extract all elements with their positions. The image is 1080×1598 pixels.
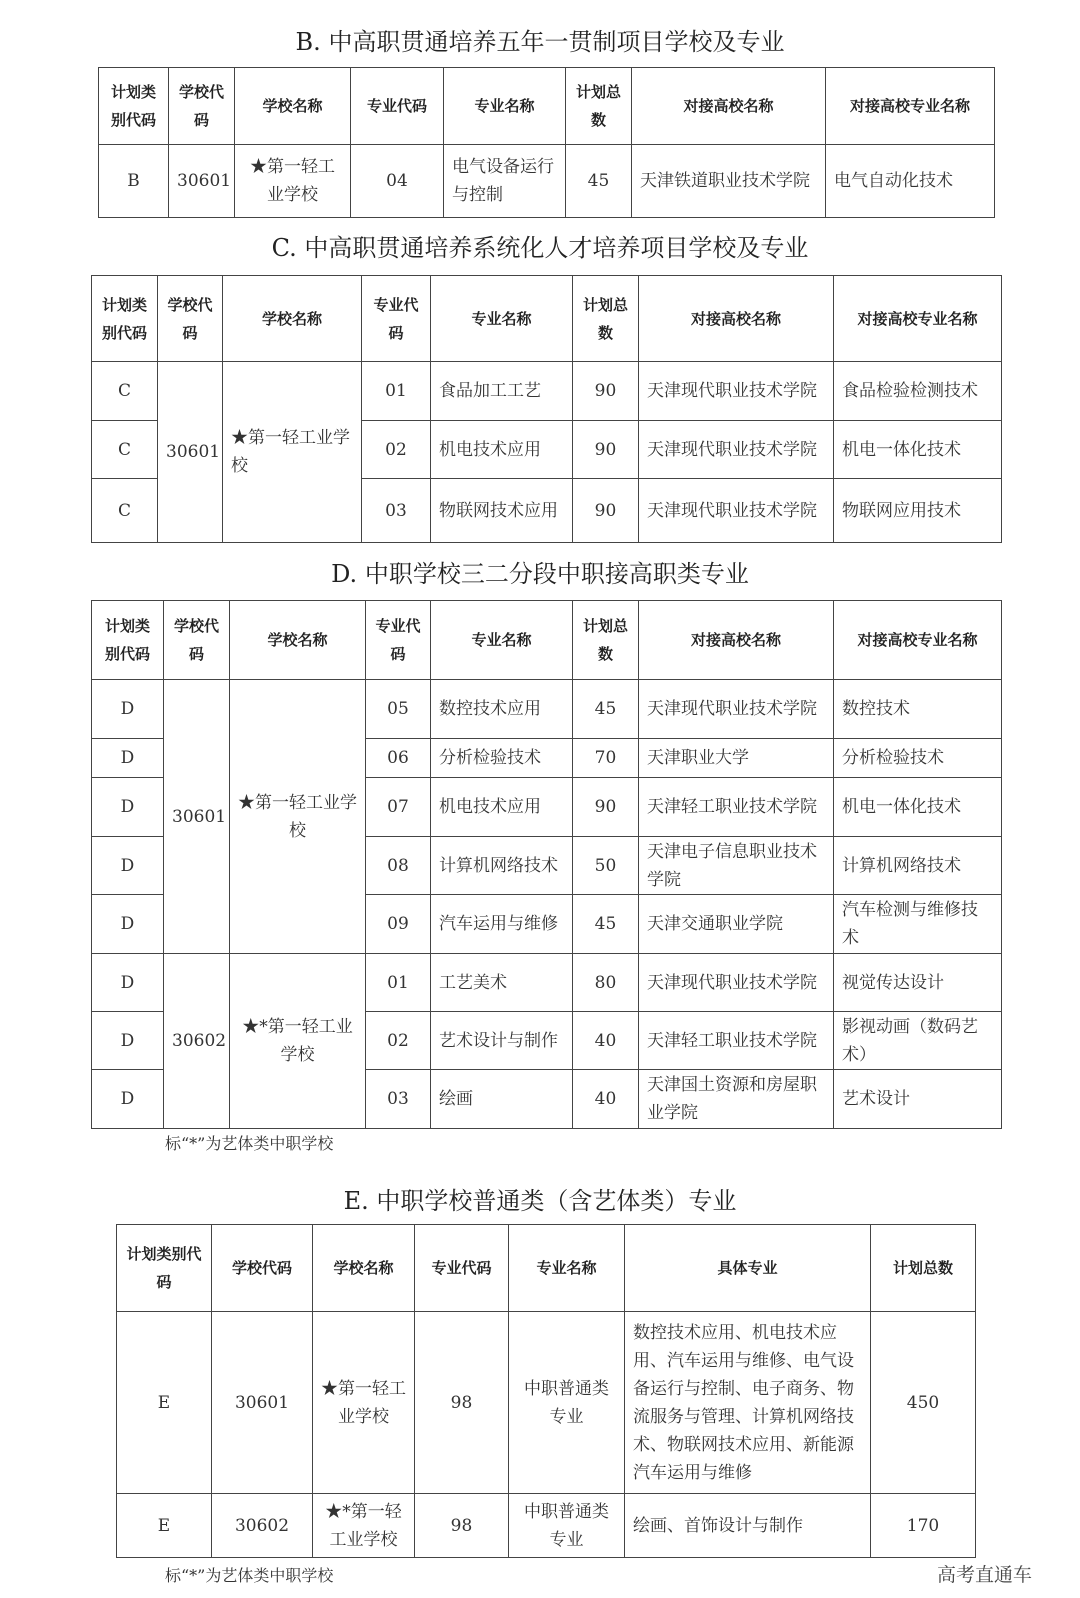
partner-college-cell: 天津铁道职业技术学院	[632, 145, 826, 218]
plan-code-cell: D	[92, 895, 164, 954]
major-code-cell: 03	[362, 479, 431, 543]
school-code-cell: 30602	[212, 1494, 313, 1558]
section-c-title: C. 中高职贯通培养系统化人才培养项目学校及专业	[271, 234, 809, 262]
column-header: 专业代码	[362, 276, 431, 362]
column-header: 计划总数	[573, 601, 639, 680]
section-e-title: E. 中职学校普通类（含艺体类）专业	[343, 1187, 737, 1215]
section-d-table	[91, 600, 1002, 1129]
major-code-cell: 07	[366, 778, 431, 837]
plan-code-cell: D	[92, 837, 164, 895]
school-name-cell: ★第一轻工业学校	[223, 362, 362, 543]
column-header: 专业名称	[431, 276, 573, 362]
plan-code-cell: D	[92, 680, 164, 739]
plan-code-cell: E	[117, 1312, 212, 1494]
plan-total-cell: 90	[573, 778, 639, 837]
major-code-cell: 08	[366, 837, 431, 895]
major-code-cell: 02	[366, 1012, 431, 1070]
plan-code-cell: D	[92, 1012, 164, 1070]
column-header: 对接高校专业名称	[826, 68, 995, 145]
major-code-cell: 09	[366, 895, 431, 954]
partner-major-cell: 物联网应用技术	[834, 479, 1002, 543]
plan-code-cell: D	[92, 954, 164, 1012]
major-name-cell: 汽车运用与维修	[431, 895, 573, 954]
partner-major-cell: 视觉传达设计	[834, 954, 1002, 1012]
partner-college-cell: 天津现代职业技术学院	[639, 421, 834, 479]
major-name-cell: 计算机网络技术	[431, 837, 573, 895]
major-name-cell: 艺术设计与制作	[431, 1012, 573, 1070]
header-row	[92, 276, 1002, 362]
plan-code-cell: C	[92, 362, 158, 421]
column-header: 专业名称	[509, 1225, 625, 1312]
partner-major-cell: 影视动画（数码艺术）	[834, 1012, 1002, 1070]
plan-code-cell: C	[92, 421, 158, 479]
partner-college-cell: 天津现代职业技术学院	[639, 954, 834, 1012]
table-row	[92, 362, 1002, 421]
column-header: 计划类别代码	[92, 276, 158, 362]
detail-majors-cell: 数控技术应用、机电技术应用、汽车运用与维修、电气设备运行与控制、电子商务、物流服务与管理、计算机网络技术、物联网技术应用、新能源汽车运用与维修	[625, 1312, 871, 1494]
partner-college-cell: 天津交通职业学院	[639, 895, 834, 954]
detail-majors-cell: 绘画、首饰设计与制作	[625, 1494, 871, 1558]
major-name-cell: 分析检验技术	[431, 739, 573, 778]
major-name-cell: 食品加工工艺	[431, 362, 573, 421]
table-row	[92, 954, 1002, 1012]
column-header: 学校代码	[158, 276, 223, 362]
column-header: 学校名称	[235, 68, 351, 145]
partner-college-cell: 天津现代职业技术学院	[639, 680, 834, 739]
plan-total-cell: 45	[573, 895, 639, 954]
column-header: 计划总数	[566, 68, 632, 145]
section-c-table	[91, 275, 1002, 543]
major-name-cell: 中职普通类专业	[509, 1494, 625, 1558]
major-code-cell: 06	[366, 739, 431, 778]
plan-total-cell: 450	[871, 1312, 976, 1494]
school-name-cell: ★*第一轻工业学校	[230, 954, 366, 1129]
watermark: 高考直通车	[936, 1564, 1032, 1586]
plan-total-cell: 90	[573, 479, 639, 543]
column-header: 学校代码	[169, 68, 235, 145]
major-name-cell: 数控技术应用	[431, 680, 573, 739]
column-header: 具体专业	[625, 1225, 871, 1312]
partner-major-cell: 汽车检测与维修技术	[834, 895, 1002, 954]
major-code-cell: 03	[366, 1070, 431, 1129]
plan-code-cell: D	[92, 778, 164, 837]
school-code-cell: 30601	[164, 680, 230, 954]
plan-total-cell: 80	[573, 954, 639, 1012]
school-code-cell: 30602	[164, 954, 230, 1129]
plan-code-cell: B	[99, 145, 169, 218]
major-code-cell: 04	[351, 145, 444, 218]
major-name-cell: 机电技术应用	[431, 421, 573, 479]
school-code-cell: 30601	[169, 145, 235, 218]
plan-total-cell: 90	[573, 362, 639, 421]
section-b-table	[98, 67, 995, 218]
school-name-cell: ★*第一轻工业学校	[313, 1494, 415, 1558]
major-code-cell: 01	[366, 954, 431, 1012]
plan-total-cell: 45	[566, 145, 632, 218]
plan-total-cell: 170	[871, 1494, 976, 1558]
partner-major-cell: 艺术设计	[834, 1070, 1002, 1129]
partner-college-cell: 天津电子信息职业技术学院	[639, 837, 834, 895]
major-code-cell: 98	[415, 1312, 509, 1494]
partner-college-cell: 天津现代职业技术学院	[639, 362, 834, 421]
school-code-cell: 30601	[212, 1312, 313, 1494]
section-e-table	[116, 1224, 976, 1558]
header-row	[117, 1225, 976, 1312]
school-name-cell: ★第一轻工业学校	[230, 680, 366, 954]
section-d-title: D. 中职学校三二分段中职接高职类专业	[331, 560, 749, 588]
column-header: 学校代码	[164, 601, 230, 680]
partner-college-cell: 天津轻工职业技术学院	[639, 778, 834, 837]
plan-code-cell: D	[92, 1070, 164, 1129]
column-header: 对接高校名称	[639, 276, 834, 362]
table-row	[117, 1494, 976, 1558]
school-name-cell: ★第一轻工业学校	[313, 1312, 415, 1494]
plan-code-cell: D	[92, 739, 164, 778]
major-name-cell: 物联网技术应用	[431, 479, 573, 543]
header-row	[92, 601, 1002, 680]
column-header: 对接高校专业名称	[834, 601, 1002, 680]
partner-major-cell: 计算机网络技术	[834, 837, 1002, 895]
major-code-cell: 05	[366, 680, 431, 739]
partner-major-cell: 电气自动化技术	[826, 145, 995, 218]
table-row	[92, 680, 1002, 739]
partner-major-cell: 机电一体化技术	[834, 778, 1002, 837]
column-header: 学校名称	[313, 1225, 415, 1312]
column-header: 专业代码	[415, 1225, 509, 1312]
major-code-cell: 98	[415, 1494, 509, 1558]
partner-major-cell: 机电一体化技术	[834, 421, 1002, 479]
partner-college-cell: 天津职业大学	[639, 739, 834, 778]
partner-major-cell: 数控技术	[834, 680, 1002, 739]
column-header: 专业名称	[444, 68, 566, 145]
major-code-cell: 01	[362, 362, 431, 421]
section-e-note: 标“*”为艺体类中职学校	[165, 1566, 334, 1585]
column-header: 计划总数	[871, 1225, 976, 1312]
school-name-cell: ★第一轻工业学校	[235, 145, 351, 218]
major-name-cell: 中职普通类专业	[509, 1312, 625, 1494]
plan-total-cell: 50	[573, 837, 639, 895]
plan-code-cell: E	[117, 1494, 212, 1558]
plan-total-cell: 40	[573, 1070, 639, 1129]
column-header: 专业代码	[351, 68, 444, 145]
major-name-cell: 工艺美术	[431, 954, 573, 1012]
partner-major-cell: 分析检验技术	[834, 739, 1002, 778]
column-header: 计划总数	[573, 276, 639, 362]
partner-major-cell: 食品检验检测技术	[834, 362, 1002, 421]
column-header: 专业名称	[431, 601, 573, 680]
column-header: 专业代码	[366, 601, 431, 680]
major-name-cell: 电气设备运行与控制	[444, 145, 566, 218]
column-header: 计划类别代码	[92, 601, 164, 680]
column-header: 学校名称	[223, 276, 362, 362]
plan-total-cell: 90	[573, 421, 639, 479]
major-name-cell: 绘画	[431, 1070, 573, 1129]
column-header: 对接高校专业名称	[834, 276, 1002, 362]
table-row	[99, 145, 995, 218]
major-code-cell: 02	[362, 421, 431, 479]
plan-code-cell: C	[92, 479, 158, 543]
partner-college-cell: 天津轻工职业技术学院	[639, 1012, 834, 1070]
partner-college-cell: 天津国土资源和房屋职业学院	[639, 1070, 834, 1129]
column-header: 计划类别代码	[99, 68, 169, 145]
plan-total-cell: 70	[573, 739, 639, 778]
section-d-note: 标“*”为艺体类中职学校	[165, 1134, 334, 1153]
plan-total-cell: 45	[573, 680, 639, 739]
partner-college-cell: 天津现代职业技术学院	[639, 479, 834, 543]
table-row	[117, 1312, 976, 1494]
column-header: 计划类别代码	[117, 1225, 212, 1312]
major-name-cell: 机电技术应用	[431, 778, 573, 837]
column-header: 学校名称	[230, 601, 366, 680]
column-header: 对接高校名称	[632, 68, 826, 145]
school-code-cell: 30601	[158, 362, 223, 543]
header-row	[99, 68, 995, 145]
column-header: 对接高校名称	[639, 601, 834, 680]
section-b-title: B. 中高职贯通培养五年一贯制项目学校及专业	[295, 28, 785, 56]
plan-total-cell: 40	[573, 1012, 639, 1070]
column-header: 学校代码	[212, 1225, 313, 1312]
